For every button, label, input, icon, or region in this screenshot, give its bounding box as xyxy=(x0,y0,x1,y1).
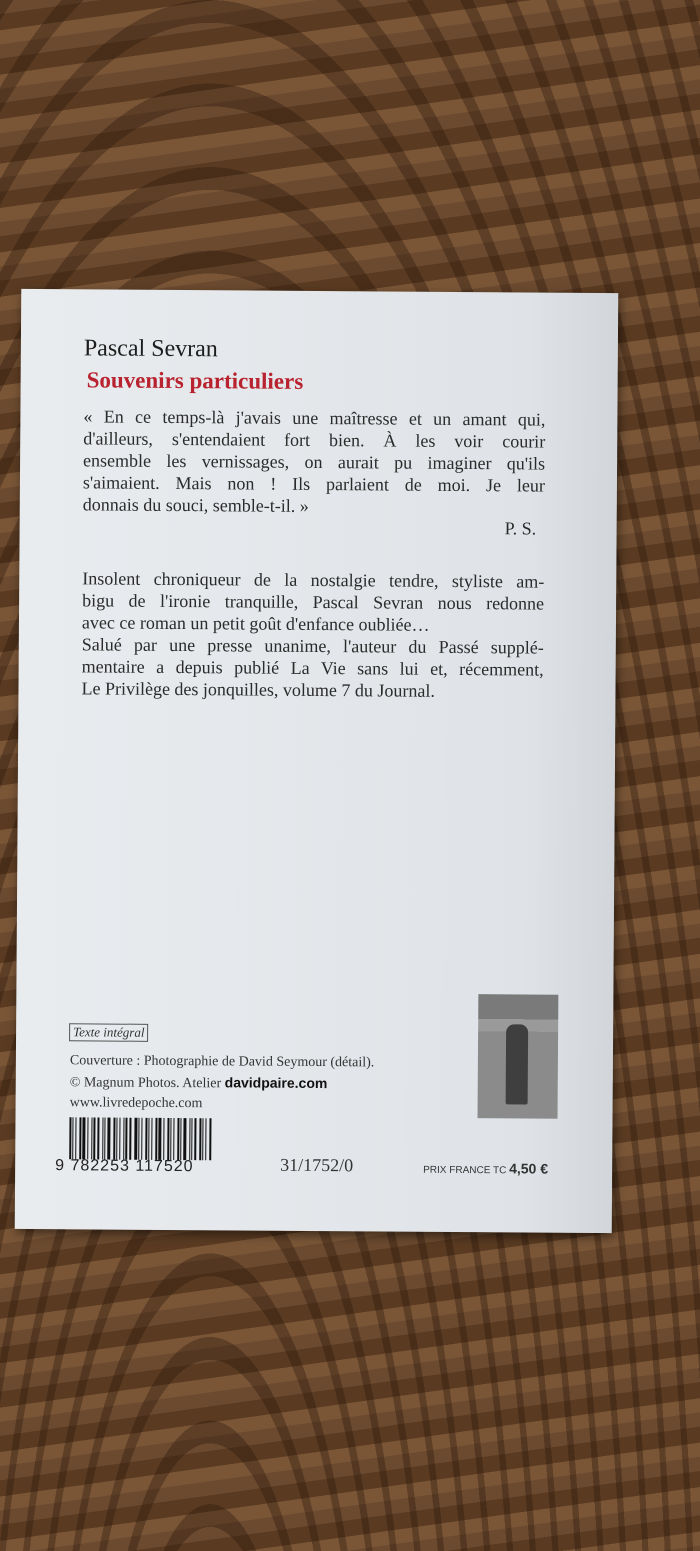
barcode-bar xyxy=(116,1118,117,1160)
quote-line: « En ce temps-là j'avais une maîtresse et un amant qui, xyxy=(83,406,546,430)
barcode-bar xyxy=(173,1118,174,1160)
atelier-credit: davidpaire.com xyxy=(224,1074,328,1092)
isbn: 9 782253 117520 xyxy=(55,1157,194,1176)
credits xyxy=(70,1051,375,1115)
cover-photo-thumbnail xyxy=(478,994,559,1119)
blurb-line: Salué par une presse unanime, l'auteur du Passé supplé- xyxy=(81,634,544,658)
photo-figure xyxy=(506,1024,529,1104)
blurb-line: bigu de l'ironie tranquille, Pascal Sevran nous redonne xyxy=(82,590,545,614)
price-label: PRIX FRANCE TC xyxy=(423,1164,507,1177)
barcode-bar xyxy=(177,1118,179,1160)
quote-signature: P. S. xyxy=(504,518,537,539)
catalog-code: 31/1752/0 xyxy=(280,1154,354,1176)
blurb xyxy=(81,567,544,702)
price-value: 4,50 € xyxy=(509,1160,549,1177)
barcode-bar xyxy=(113,1118,115,1160)
barcode-bar xyxy=(79,1117,81,1159)
barcode-bar xyxy=(170,1118,171,1160)
price xyxy=(423,1160,548,1177)
barcode-bar xyxy=(158,1118,161,1160)
texte-integral-label: Texte intégral xyxy=(69,1023,148,1042)
barcode-bar xyxy=(209,1118,211,1160)
barcode-bar xyxy=(72,1117,73,1159)
barcode-bar xyxy=(87,1117,88,1159)
magnum-credit: © Magnum Photos. Atelier xyxy=(69,1075,222,1092)
barcode xyxy=(69,1117,227,1160)
barcode-bar xyxy=(104,1118,105,1160)
quote-line: s'aimaient. Mais non ! Ils parlaient de moi. Je leur xyxy=(82,472,545,496)
barcode-bar xyxy=(155,1118,157,1160)
author-name: Pascal Sevran xyxy=(83,335,218,363)
barcode-bar xyxy=(180,1118,181,1160)
barcode-bar xyxy=(75,1117,76,1159)
barcode-bar xyxy=(134,1118,137,1160)
barcode-bar xyxy=(163,1118,164,1160)
blurb-line: Le Privilège des jonquilles, volume 7 du Journal. xyxy=(81,678,436,701)
barcode-bar xyxy=(151,1118,152,1160)
barcode-bar xyxy=(167,1118,169,1160)
barcode-bar xyxy=(125,1118,127,1160)
book-title: Souvenirs particuliers xyxy=(86,367,304,394)
barcode-bar xyxy=(138,1118,139,1160)
book-back-cover xyxy=(15,289,619,1233)
quote xyxy=(83,405,546,518)
barcode-bar xyxy=(69,1117,71,1159)
barcode-bar xyxy=(93,1117,95,1159)
barcode-bar xyxy=(183,1118,186,1160)
barcode-bar xyxy=(191,1118,192,1160)
barcode-bar xyxy=(194,1118,196,1160)
barcode-bar xyxy=(145,1118,147,1160)
barcode-bar xyxy=(107,1118,110,1160)
barcode-bar xyxy=(205,1118,206,1160)
barcode-bar xyxy=(141,1118,142,1160)
barcode-bar xyxy=(82,1117,85,1159)
quote-line: donnais du souci, semble-t-il. » xyxy=(82,494,309,516)
barcode-bar xyxy=(202,1118,203,1160)
blurb-line: mentaire a depuis publié La Vie sans lui et, récemment, xyxy=(81,656,544,680)
barcode-bar xyxy=(97,1117,99,1159)
barcode-bar xyxy=(148,1118,149,1160)
quote-line: d'ailleurs, s'entendaient fort bien. À les voir courir xyxy=(83,428,546,452)
barcode-bar xyxy=(119,1118,120,1160)
website: www.livredepoche.com xyxy=(69,1095,203,1112)
quote-line: ensemble les vernissages, on aurait pu imaginer qu'ils xyxy=(83,450,546,474)
blurb-line: avec ce roman un petit goût d'enfance oubliée… xyxy=(81,612,430,635)
cover-credit: Couverture : Photographie de David Seymour (détail). xyxy=(69,1053,375,1071)
blurb-line: Insolent chroniqueur de la nostalgie tendre, styliste am- xyxy=(82,568,545,592)
barcode-bar xyxy=(199,1118,201,1160)
barcode-bar xyxy=(129,1118,131,1160)
